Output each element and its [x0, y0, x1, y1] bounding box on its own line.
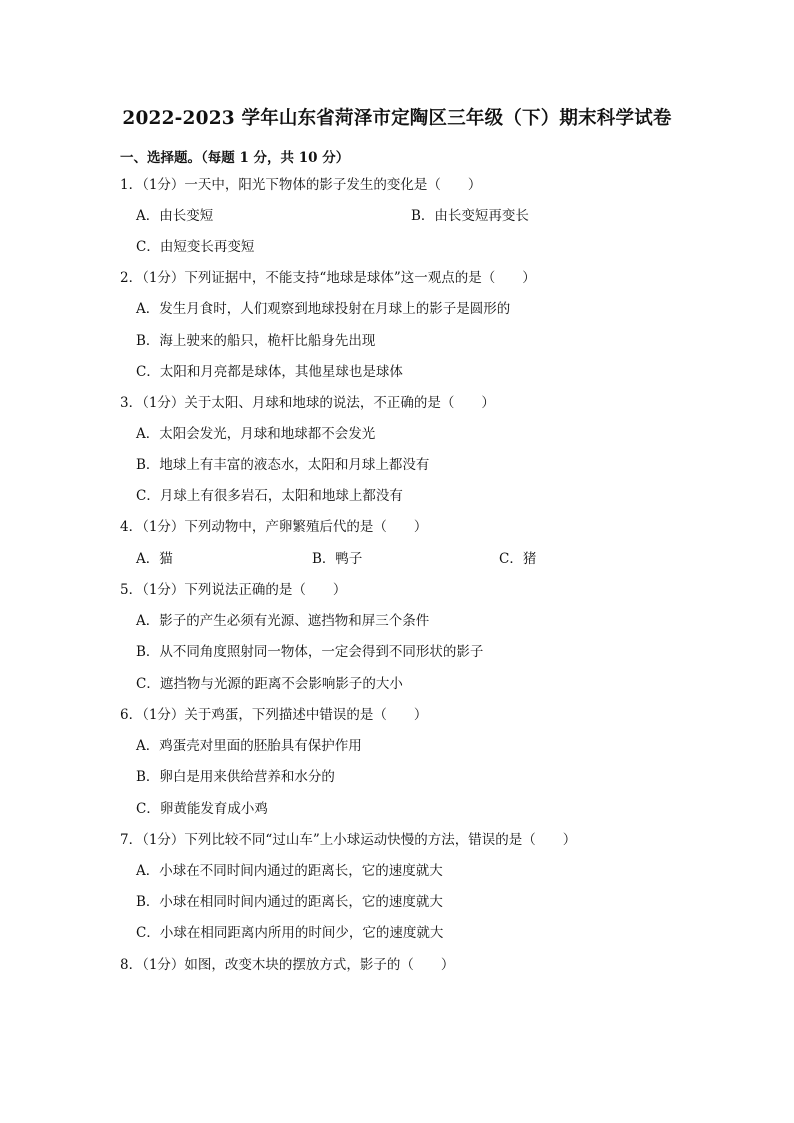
question-6-stem: 6．（1分）关于鸡蛋，下列描述中错误的是（ ）	[120, 707, 428, 723]
question-6-option-b: B．卵白是用来供给营养和水分的	[136, 769, 335, 785]
question-8-stem: 8．（1分）如图，改变木块的摆放方式，影子的（ ）	[120, 957, 455, 973]
question-6-option-a: A．鸡蛋壳对里面的胚胎具有保护作用	[136, 738, 362, 754]
question-6-option-c: C．卵黄能发育成小鸡	[136, 801, 268, 817]
question-5-stem: 5．（1分）下列说法正确的是（ ）	[120, 582, 347, 598]
question-1-option-a: A．由长变短	[136, 208, 214, 224]
question-1-stem: 1．（1分）一天中，阳光下物体的影子发生的变化是（ ）	[120, 177, 482, 193]
question-7-stem: 7．（1分）下列比较不同“过山车”上小球运动快慢的方法，错误的是（ ）	[120, 832, 577, 848]
question-1-option-c: C．由短变长再变短	[136, 239, 255, 255]
question-4-stem: 4．（1分）下列动物中，产卵繁殖后代的是（ ）	[120, 519, 428, 535]
question-5-option-a: A．影子的产生必须有光源、遮挡物和屏三个条件	[136, 613, 430, 629]
question-2-option-b: B．海上驶来的船只，桅杆比船身先出现	[136, 333, 376, 349]
question-3-option-b: B．地球上有丰富的液态水，太阳和月球上都没有	[136, 457, 430, 473]
question-3-option-c: C．月球上有很多岩石，太阳和地球上都没有	[136, 488, 403, 504]
question-5-option-b: B．从不同角度照射同一物体，一定会得到不同形状的影子	[136, 644, 484, 660]
question-4-option-b: B．鸭子	[312, 551, 363, 567]
question-5-option-c: C．遮挡物与光源的距离不会影响影子的大小	[136, 676, 403, 692]
question-3-stem: 3．（1分）关于太阳、月球和地球的说法，不正确的是（ ）	[120, 395, 495, 411]
page-title: 2022-2023 学年山东省菏泽市定陶区三年级（下）期末科学试卷	[122, 108, 672, 129]
question-2-option-c: C．太阳和月亮都是球体，其他星球也是球体	[136, 364, 403, 380]
question-3-option-a: A．太阳会发光，月球和地球都不会发光	[136, 426, 376, 442]
question-2-stem: 2．（1分）下列证据中，不能支持“地球是球体”这一观点的是（ ）	[120, 270, 536, 286]
question-4-option-a: A．猫	[136, 551, 173, 567]
section-heading: 一、选择题。（每题 1 分，共 10 分）	[120, 150, 350, 166]
question-2-option-a: A．发生月食时，人们观察到地球投射在月球上的影子是圆形的	[136, 301, 511, 317]
question-7-option-b: B．小球在相同时间内通过的距离长，它的速度就大	[136, 894, 443, 910]
question-1-option-b: B．由长变短再变长	[411, 208, 529, 224]
question-4-option-c: C．猪	[499, 551, 537, 567]
question-7-option-a: A．小球在不同时间内通过的距离长，它的速度就大	[136, 863, 443, 879]
question-7-option-c: C．小球在相同距离内所用的时间少，它的速度就大	[136, 925, 444, 941]
